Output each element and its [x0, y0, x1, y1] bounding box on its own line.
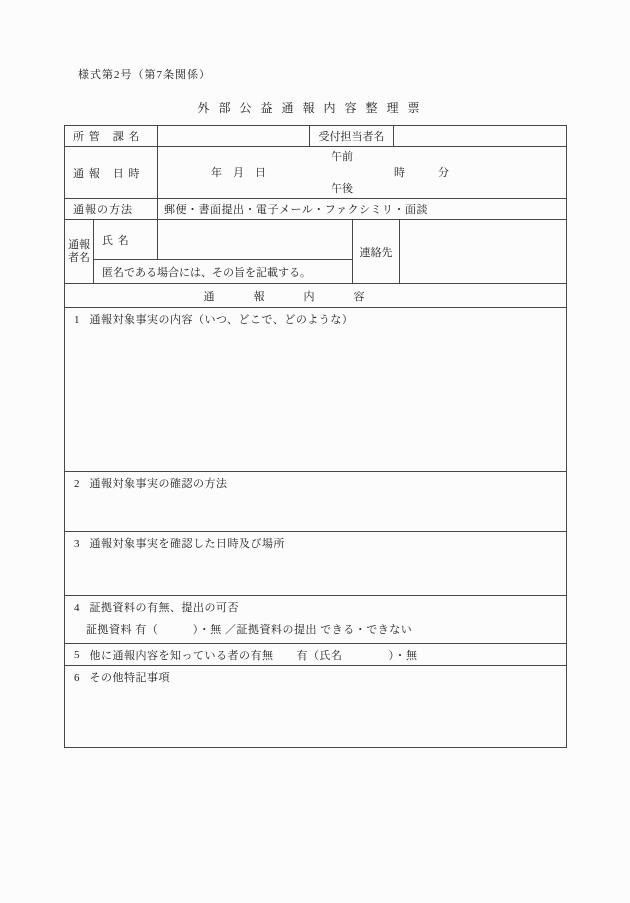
section-3	[65, 531, 566, 595]
method-options: 郵便・書面提出・電子メール・ファクシミリ・面談	[157, 199, 566, 219]
row-reporter	[65, 219, 566, 283]
section-3-title: 通報対象事実を確認した日時及び場所	[89, 538, 285, 550]
section-5-title: 他に通報内容を知っている者の有無 有（氏名 ）・無	[89, 649, 418, 662]
contact-label: 連絡先	[352, 220, 399, 283]
pm-label: 午後	[331, 182, 353, 195]
section-1	[65, 307, 566, 471]
section-3-cell	[65, 532, 566, 595]
datetime-pm-line	[158, 181, 566, 197]
reporter-label-line2: 者名	[68, 251, 90, 264]
section-5	[65, 643, 566, 665]
reporter-label	[65, 220, 93, 283]
section-6-cell	[65, 666, 566, 747]
section-1-title: 通報対象事実の内容（いつ、どこで、どのような）	[89, 314, 354, 326]
form-number: 様式第2号（第7条関係）	[78, 69, 211, 81]
report-form-table	[64, 125, 567, 748]
content-header: 通報内容	[203, 290, 404, 303]
section-4	[65, 595, 566, 643]
section-4-number: 4	[74, 602, 80, 614]
datetime-value-cell	[157, 147, 566, 198]
section-2-title: 通報対象事実の確認の方法	[89, 478, 228, 490]
section-2-cell	[65, 472, 566, 531]
receiver-value-cell	[393, 126, 566, 146]
row-method	[65, 198, 566, 219]
method-label: 通報の方法	[73, 204, 133, 216]
section-3-heading	[74, 537, 558, 552]
row-datetime	[65, 146, 566, 198]
time-label: 時 分	[394, 166, 449, 179]
am-label: 午前	[331, 150, 353, 163]
department-label: 所 管 課 名	[73, 131, 141, 143]
name-value-cell	[158, 220, 352, 259]
section-6-number: 6	[74, 672, 80, 684]
section-4-heading	[74, 601, 558, 616]
section-5-number: 5	[74, 648, 80, 661]
section-4-cell	[65, 596, 566, 643]
section-1-cell	[65, 308, 566, 471]
section-4-detail: 証拠資料 有（ ）・無 ／証拠資料の提出 できる・できない	[86, 624, 413, 636]
section-5-cell	[65, 644, 566, 665]
section-1-heading	[74, 313, 558, 328]
row-content-header	[65, 283, 566, 307]
name-label: 氏 名	[94, 220, 158, 259]
date-label: 年 月 日	[211, 166, 266, 179]
name-row	[94, 220, 352, 260]
section-2-number: 2	[74, 478, 80, 490]
section-2-heading	[74, 477, 558, 492]
receiver-label: 受付担当者名	[309, 126, 393, 146]
datetime-date-line	[158, 165, 566, 181]
contact-value-cell	[399, 220, 566, 283]
section-3-number: 3	[74, 538, 80, 550]
section-1-number: 1	[74, 314, 80, 326]
section-4-title: 証拠資料の有無、提出の可否	[89, 602, 239, 614]
anonymous-note: 匿名である場合には、その旨を記載する。	[102, 266, 311, 279]
reporter-label-line1: 通報	[68, 238, 90, 251]
row-department	[65, 126, 566, 146]
datetime-label: 通 報 日 時	[73, 167, 141, 180]
section-6-title: その他特記事項	[89, 672, 170, 684]
section-2	[65, 471, 566, 531]
section-6-heading	[74, 671, 558, 686]
reporter-name-block	[93, 220, 352, 283]
department-value-cell	[157, 126, 309, 146]
section-6	[65, 665, 566, 747]
datetime-am-line	[158, 149, 566, 165]
page-title: 外部公益通報内容整理票	[197, 101, 429, 115]
